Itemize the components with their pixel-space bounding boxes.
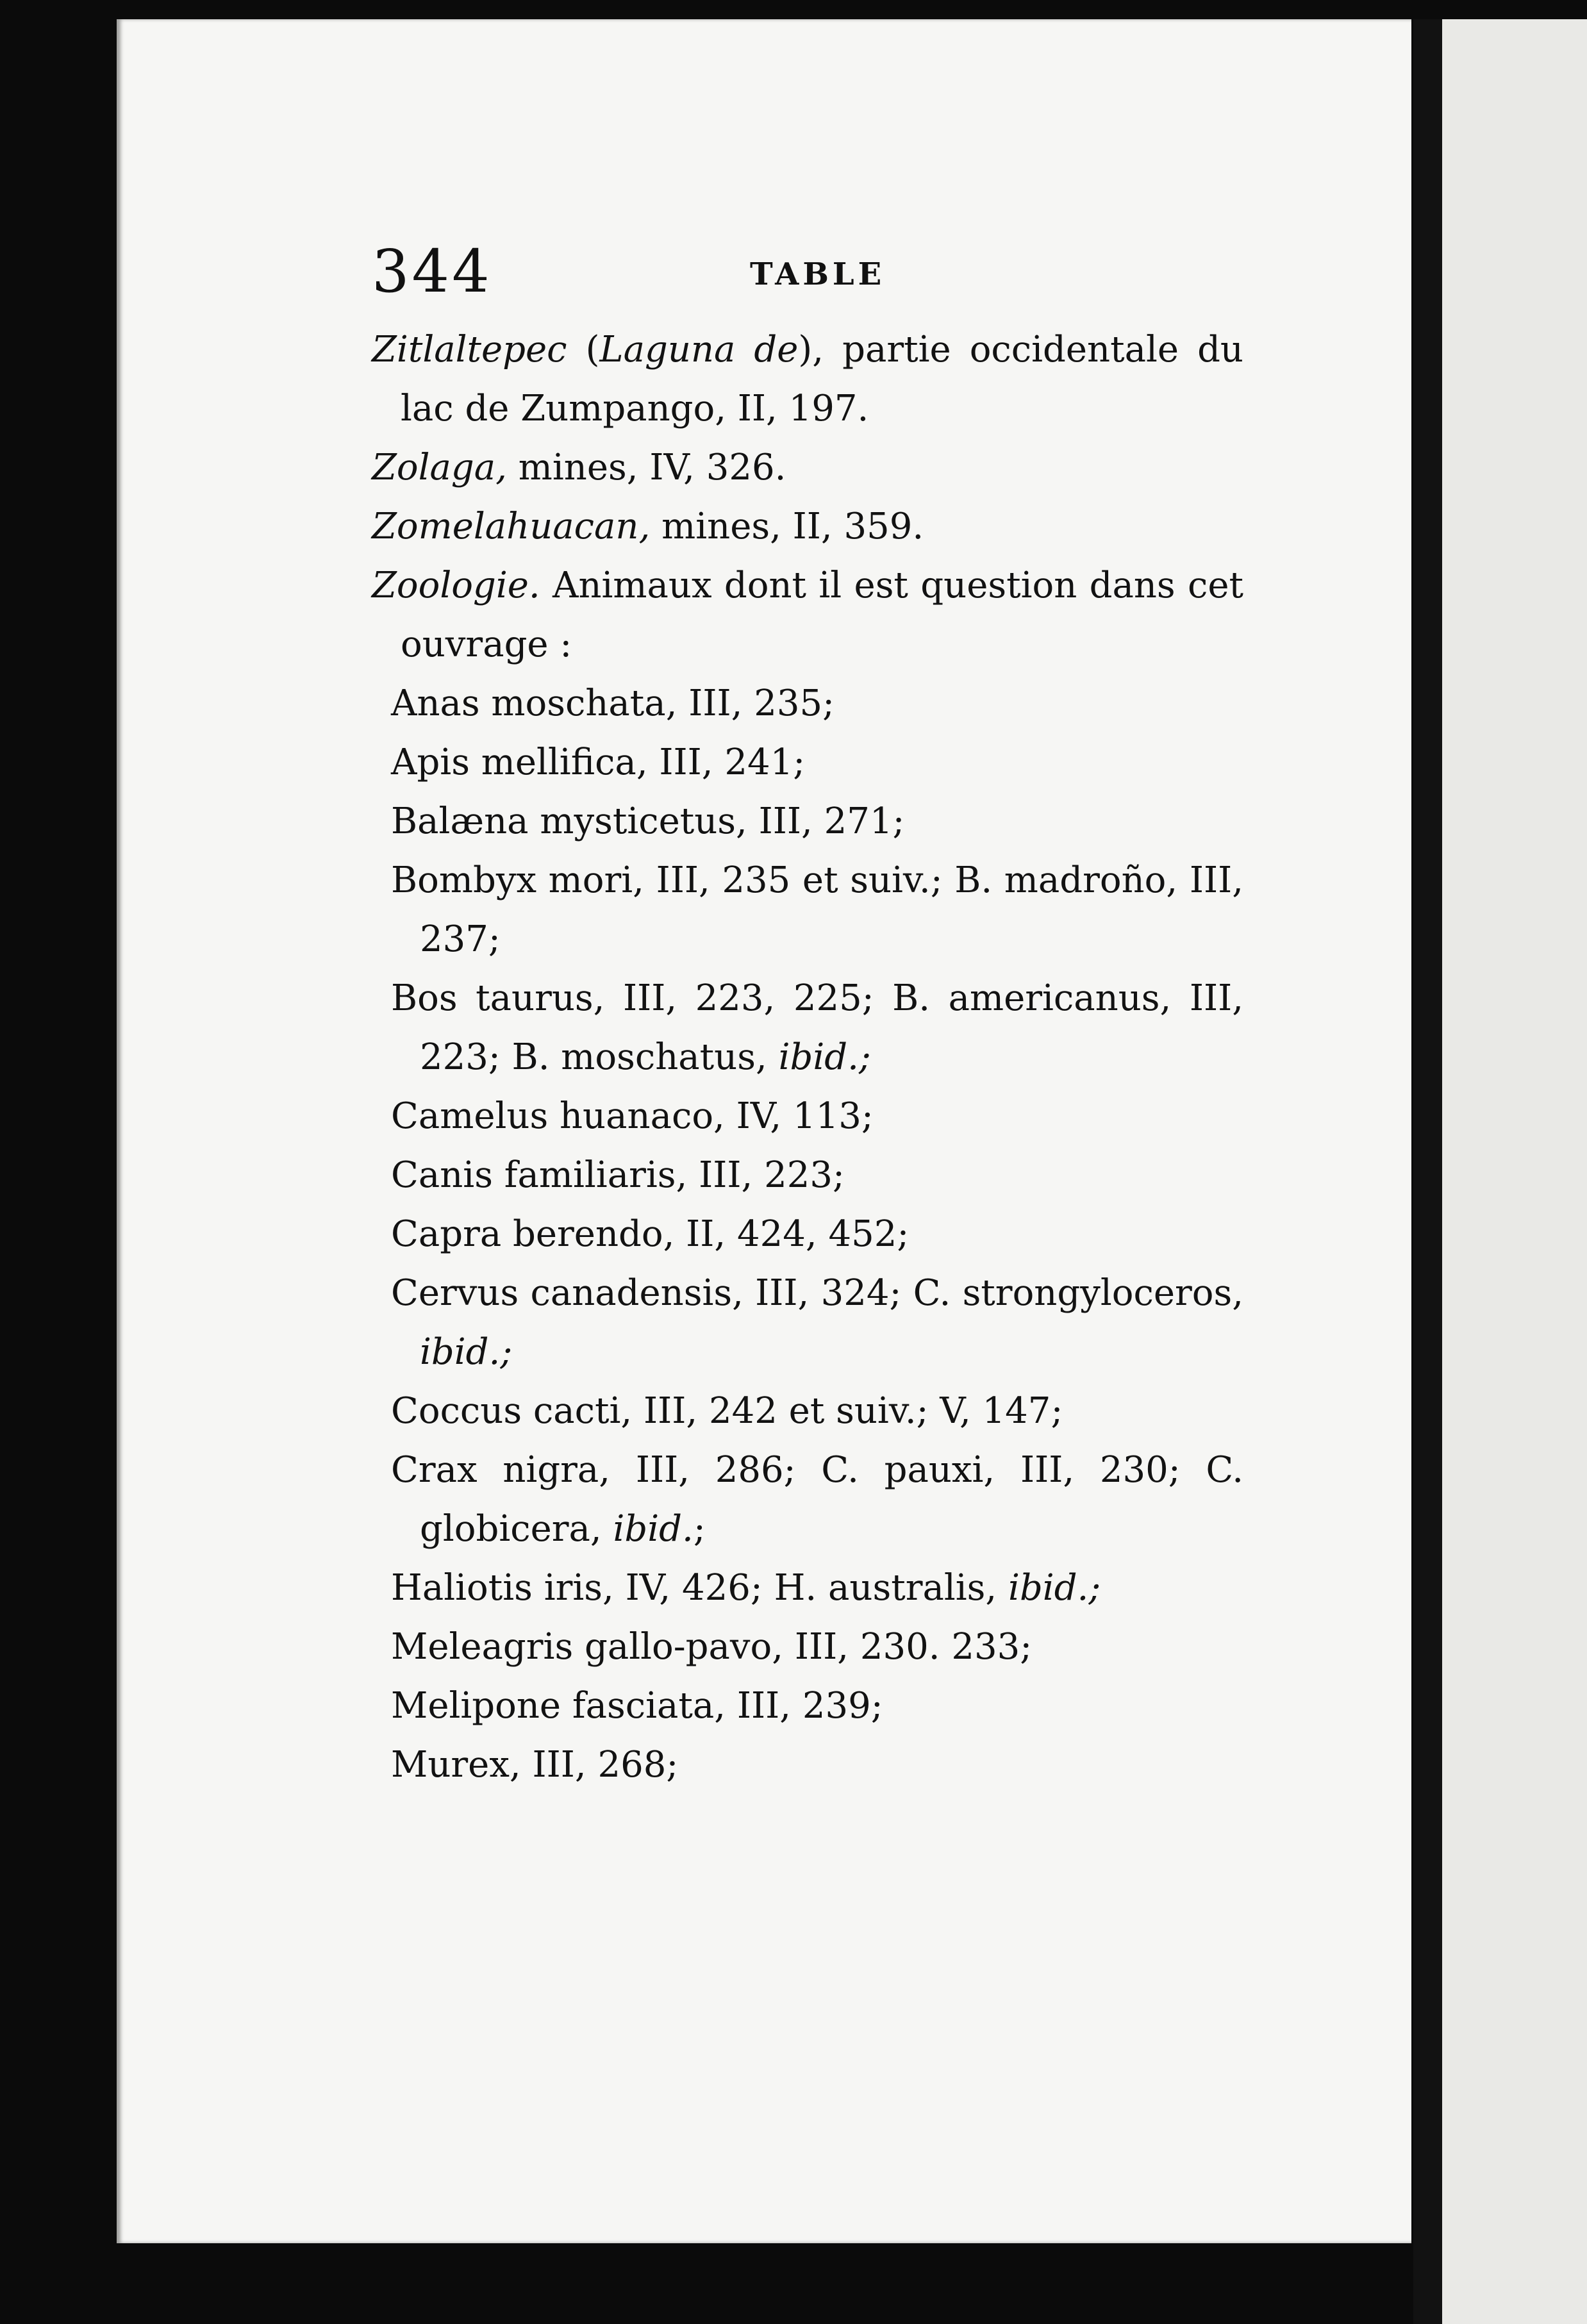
index-subentry bbox=[372, 1559, 1243, 1618]
index-subentry bbox=[372, 1618, 1243, 1677]
facing-page-gutter bbox=[1413, 19, 1442, 2324]
entry-text: Crax nigra, III, 286; C. pauxi, III, 230; C. globicera, bbox=[391, 1449, 1243, 1550]
entry-text: Haliotis iris, IV, 426; H. australis, bbox=[391, 1567, 1009, 1609]
index-entry bbox=[372, 438, 1243, 497]
entry-text: ( bbox=[567, 329, 600, 370]
index-subentry bbox=[372, 792, 1243, 851]
entry-text: Capra berendo, II, 424, 452; bbox=[391, 1213, 910, 1255]
index-subentry bbox=[372, 1146, 1243, 1205]
entry-text: Melipone fasciata, III, 239; bbox=[391, 1685, 883, 1727]
index-subentry bbox=[372, 969, 1243, 1087]
entry-text: Laguna de bbox=[599, 329, 799, 370]
index-subentry bbox=[372, 1205, 1243, 1264]
entry-text: ibid. bbox=[613, 1508, 694, 1550]
index-subentry bbox=[372, 1382, 1243, 1441]
entry-text: Bombyx mori, III, 235 et suiv.; B. madroño, III, 237; bbox=[391, 859, 1243, 960]
index-subentry bbox=[372, 851, 1243, 969]
entry-text: ; bbox=[693, 1508, 706, 1550]
page-header bbox=[372, 237, 1372, 308]
entry-text: ibid.; bbox=[420, 1331, 513, 1373]
entry-text: Zolaga, bbox=[372, 447, 507, 488]
index-subentry bbox=[372, 1441, 1243, 1559]
entry-text: Apis mellifica, III, 241; bbox=[391, 742, 806, 783]
entry-text: Bos taurus, III, 223, 225; B. americanus, III, 223; B. moschatus, bbox=[391, 977, 1243, 1078]
index-subentry bbox=[372, 674, 1243, 733]
index-entry bbox=[372, 320, 1243, 438]
running-head: TABLE bbox=[750, 256, 886, 292]
index-entry-list bbox=[372, 320, 1243, 1795]
index-subentry bbox=[372, 1087, 1243, 1146]
page-number: 344 bbox=[372, 237, 492, 306]
index-subentry bbox=[372, 1736, 1243, 1795]
entry-text: Meleagris gallo-pavo, III, 230. 233; bbox=[391, 1626, 1033, 1668]
entry-text: Animaux dont il est question dans cet ouvrage : bbox=[401, 565, 1243, 665]
index-subentry bbox=[372, 1264, 1243, 1382]
entry-text: Balæna mysticetus, III, 271; bbox=[391, 801, 905, 842]
entry-text: Coccus cacti, III, 242 et suiv.; V, 147; bbox=[391, 1390, 1063, 1432]
entry-text: Zomelahuacan, bbox=[372, 506, 651, 547]
index-entry bbox=[372, 497, 1243, 556]
entry-text: ibid.; bbox=[778, 1036, 871, 1078]
entry-text: Canis familiaris, III, 223; bbox=[391, 1154, 845, 1196]
entry-text: Anas moschata, III, 235; bbox=[391, 683, 835, 724]
entry-text: mines, IV, 326. bbox=[506, 447, 786, 488]
entry-text: mines, II, 359. bbox=[650, 506, 924, 547]
index-subentry bbox=[372, 1677, 1243, 1736]
entry-text: Zoologie. bbox=[372, 565, 540, 606]
index-entry bbox=[372, 556, 1243, 674]
index-subentry bbox=[372, 733, 1243, 792]
entry-text: ), partie occidentale du lac de Zumpango, II, 197. bbox=[401, 329, 1243, 429]
entry-text: Zitlaltepec bbox=[372, 329, 567, 370]
entry-text: Murex, III, 268; bbox=[391, 1744, 679, 1786]
entry-text: Cervus canadensis, III, 324; C. strongyloceros, bbox=[391, 1272, 1243, 1314]
facing-page-edge bbox=[1442, 19, 1587, 2324]
entry-text: Camelus huanaco, IV, 113; bbox=[391, 1095, 874, 1137]
entry-text: ibid.; bbox=[1008, 1567, 1101, 1609]
